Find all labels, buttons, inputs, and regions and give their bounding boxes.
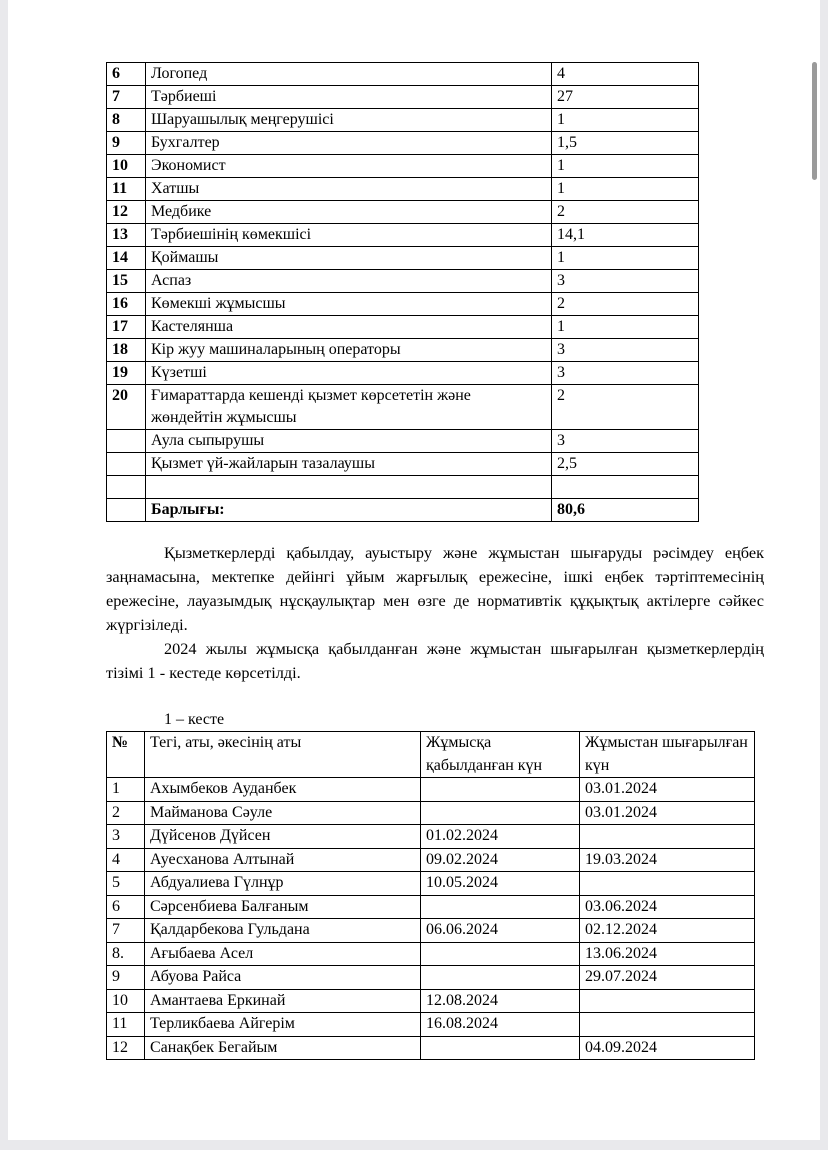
dismissal-date <box>580 825 755 849</box>
position-name: Медбике <box>146 201 552 224</box>
staff-units: 14,1 <box>552 224 699 247</box>
employee-number: 6 <box>107 895 145 919</box>
employee-table <box>106 731 755 1060</box>
total-value: 80,6 <box>552 499 699 522</box>
position-number <box>107 430 146 453</box>
table-row <box>107 825 755 849</box>
position-number: 11 <box>107 178 146 201</box>
table-row <box>107 1036 755 1060</box>
position-name: Хатшы <box>146 178 552 201</box>
employee-name: Дүйсенов Дүйсен <box>145 825 421 849</box>
employee-name: Амантаева Еркинай <box>145 989 421 1013</box>
hire-date <box>421 1036 580 1060</box>
employee-name: Санақбек Бегайым <box>145 1036 421 1060</box>
employee-number: 4 <box>107 848 145 872</box>
hire-date: 10.05.2024 <box>421 872 580 896</box>
hire-date: 09.02.2024 <box>421 848 580 872</box>
table-row <box>107 224 699 247</box>
table-row <box>107 801 755 825</box>
position-number: 19 <box>107 362 146 385</box>
dismissal-date: 02.12.2024 <box>580 919 755 943</box>
position-name: Тәрбиеші <box>146 86 552 109</box>
table-row <box>107 778 755 802</box>
employee-table-header <box>107 732 755 778</box>
header-number: № <box>107 732 145 778</box>
dismissal-date: 03.01.2024 <box>580 801 755 825</box>
position-number: 17 <box>107 316 146 339</box>
dismissal-date: 03.06.2024 <box>580 895 755 919</box>
table-row <box>107 201 699 224</box>
staff-units: 1 <box>552 316 699 339</box>
hire-date <box>421 895 580 919</box>
staff-units: 3 <box>552 270 699 293</box>
position-number: 15 <box>107 270 146 293</box>
employee-number: 10 <box>107 989 145 1013</box>
empty-cell <box>107 499 146 522</box>
employee-number: 2 <box>107 801 145 825</box>
position-number: 7 <box>107 86 146 109</box>
position-number: 12 <box>107 201 146 224</box>
staff-units: 2 <box>552 293 699 316</box>
position-number: 6 <box>107 63 146 86</box>
staff-table <box>106 62 699 522</box>
table-caption: 1 – кесте <box>164 711 225 728</box>
employee-number: 11 <box>107 1013 145 1037</box>
employee-name: Майманова Сәуле <box>145 801 421 825</box>
position-number: 18 <box>107 339 146 362</box>
hire-date: 12.08.2024 <box>421 989 580 1013</box>
hire-date <box>421 778 580 802</box>
staff-units: 3 <box>552 430 699 453</box>
table-row <box>107 430 699 453</box>
header-full-name: Тегі, аты, әкесінің аты <box>145 732 421 778</box>
table-row <box>107 132 699 155</box>
position-number <box>107 453 146 476</box>
table-row <box>107 385 699 430</box>
table-row <box>107 1013 755 1037</box>
employee-name: Ахымбеков Ауданбек <box>145 778 421 802</box>
dismissal-date: 29.07.2024 <box>580 966 755 990</box>
position-name: Ғимараттарда кешенді қызмет көрсететін және жөндейтін жұмысшы <box>146 385 552 430</box>
position-name: Кір жуу машиналарының операторы <box>146 339 552 362</box>
employee-number: 5 <box>107 872 145 896</box>
table-row <box>107 63 699 86</box>
table-row <box>107 155 699 178</box>
position-number: 9 <box>107 132 146 155</box>
position-name: Тәрбиешінің көмекшісі <box>146 224 552 247</box>
total-label: Барлығы: <box>146 499 552 522</box>
table-row <box>107 178 699 201</box>
employee-number: 12 <box>107 1036 145 1060</box>
staff-units: 1 <box>552 178 699 201</box>
hire-date <box>421 966 580 990</box>
staff-units: 3 <box>552 339 699 362</box>
header-dismissal-date: Жұмыстан шығарылған күн <box>580 732 755 778</box>
dismissal-date: 04.09.2024 <box>580 1036 755 1060</box>
dismissal-date: 19.03.2024 <box>580 848 755 872</box>
employee-name: Терликбаева Айгерім <box>145 1013 421 1037</box>
employee-name: Сәрсенбиева Балғаным <box>145 895 421 919</box>
empty-cell <box>146 476 552 499</box>
employee-number: 1 <box>107 778 145 802</box>
empty-cell <box>107 476 146 499</box>
table-row <box>107 339 699 362</box>
staff-units: 1 <box>552 247 699 270</box>
position-number: 8 <box>107 109 146 132</box>
empty-cell <box>552 476 699 499</box>
header-hire-date: Жұмысқа қабылданған күн <box>421 732 580 778</box>
position-name: Қызмет үй-жайларын тазалаушы <box>146 453 552 476</box>
staff-units: 1 <box>552 155 699 178</box>
position-name: Аула сыпырушы <box>146 430 552 453</box>
position-name: Экономист <box>146 155 552 178</box>
staff-units: 3 <box>552 362 699 385</box>
dismissal-date <box>580 989 755 1013</box>
staff-units: 2,5 <box>552 453 699 476</box>
hire-date: 01.02.2024 <box>421 825 580 849</box>
employee-name: Абдуалиева Гүлнұр <box>145 872 421 896</box>
staff-units: 2 <box>552 385 699 430</box>
dismissal-date <box>580 1013 755 1037</box>
table-row <box>107 895 755 919</box>
hire-date <box>421 942 580 966</box>
hire-date: 06.06.2024 <box>421 919 580 943</box>
table-row <box>107 270 699 293</box>
position-name: Көмекші жұмысшы <box>146 293 552 316</box>
employee-number: 3 <box>107 825 145 849</box>
paragraph-procedure: Қызметкерлерді қабылдау, ауыстыру және жұмыстан шығаруды рәсімдеу еңбек заңнамасына, мектепке дейінгі ұйым жарғылық ережесіне, ішкі еңбек тәртіптемесінің ережесіне, лауазымдық нұсқаулықтар мен өзге де нормативтік құқықтық актілерге сәйкес жүргізіледі. <box>106 543 764 634</box>
position-number: 10 <box>107 155 146 178</box>
hire-date <box>421 801 580 825</box>
position-name: Бухгалтер <box>146 132 552 155</box>
employee-name: Абуова Райса <box>145 966 421 990</box>
employee-number: 8. <box>107 942 145 966</box>
employee-number: 7 <box>107 919 145 943</box>
position-name: Шаруашылық меңгерушісі <box>146 109 552 132</box>
staff-units: 2 <box>552 201 699 224</box>
position-name: Кастелянша <box>146 316 552 339</box>
staff-units: 1 <box>552 109 699 132</box>
table-row <box>107 293 699 316</box>
position-number: 14 <box>107 247 146 270</box>
staff-units: 4 <box>552 63 699 86</box>
table-row <box>107 872 755 896</box>
table-row <box>107 848 755 872</box>
table-row <box>107 453 699 476</box>
position-name: Логопед <box>146 63 552 86</box>
position-number: 16 <box>107 293 146 316</box>
position-number: 13 <box>107 224 146 247</box>
table-row <box>107 109 699 132</box>
table-row <box>107 316 699 339</box>
empty-row <box>107 476 699 499</box>
table-row <box>107 919 755 943</box>
table-row <box>107 362 699 385</box>
staff-units: 1,5 <box>552 132 699 155</box>
employee-name: Қалдарбекова Гульдана <box>145 919 421 943</box>
dismissal-date: 03.01.2024 <box>580 778 755 802</box>
position-name: Аспаз <box>146 270 552 293</box>
table-row <box>107 86 699 109</box>
position-number: 20 <box>107 385 146 430</box>
table-row <box>107 989 755 1013</box>
dismissal-date <box>580 872 755 896</box>
position-name: Қоймашы <box>146 247 552 270</box>
table-row <box>107 942 755 966</box>
staff-units: 27 <box>552 86 699 109</box>
table-row <box>107 966 755 990</box>
employee-name: Ағыбаева Асел <box>145 942 421 966</box>
table-row <box>107 247 699 270</box>
scrollbar[interactable] <box>812 62 817 180</box>
paragraph-list-intro: 2024 жылы жұмысқа қабылданған және жұмыстан шығарылған қызметкерлердің тізімі 1 - кестеде көрсетілді. <box>106 639 764 682</box>
position-name: Күзетші <box>146 362 552 385</box>
hire-date: 16.08.2024 <box>421 1013 580 1037</box>
total-row <box>107 499 699 522</box>
employee-name: Ауесханова Алтынай <box>145 848 421 872</box>
employee-number: 9 <box>107 966 145 990</box>
dismissal-date: 13.06.2024 <box>580 942 755 966</box>
